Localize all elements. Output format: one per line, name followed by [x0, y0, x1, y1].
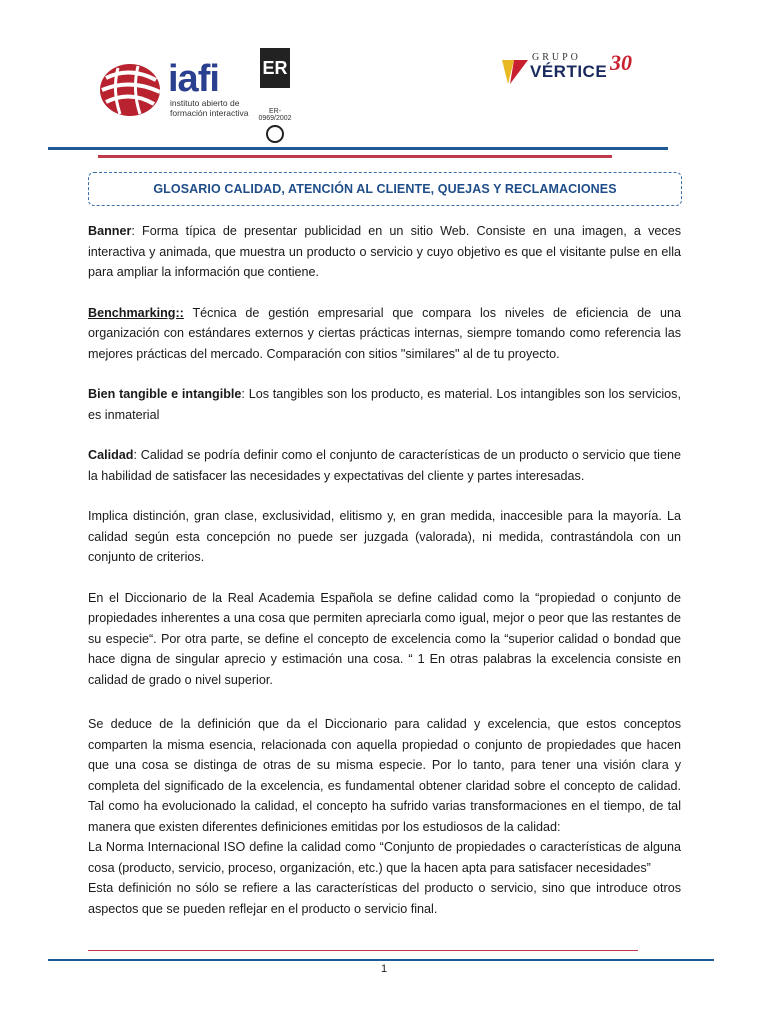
definition-benchmarking: Técnica de gestión empresarial que compara los niveles de eficiencia de una organización con estándares externos y ciertas prácticas internas, siempre tomando como referencia las mejores prácticas del mercado. Comparación con sitios "similares" al de tu proyecto.	[88, 305, 681, 361]
definition-banner: : Forma típica de presentar publicidad en un sitio Web. Consiste en una imagen, a veces interactiva y animada, que muestra un producto o servicio y cuyo objetivo es que el visitante pulse en ella para ampliar la información que contiene.	[88, 224, 681, 279]
document-body	[88, 221, 681, 919]
entry-banner	[88, 221, 681, 283]
term-bien-tangible: Bien tangible e intangible	[88, 387, 242, 401]
paragraph-norma-iso: La Norma Internacional ISO define la calidad como “Conjunto de propiedades o características de alguna cosa (producto, servicio, proceso, organización, etc.) que la hacen apta para satisfacer necesidades”	[88, 840, 681, 875]
page-number: 1	[380, 963, 388, 975]
definition-bien-tangible: : Los tangibles son los producto, es material. Los intangibles son los servicios, es inmaterial	[88, 387, 681, 422]
vertice-anniversary-text: 30	[610, 50, 632, 75]
header-blue-rule	[48, 147, 668, 150]
iafi-logo-subtitle: instituto abierto de formación interactiva	[170, 98, 249, 118]
er-code: ER-0969/2002	[258, 108, 292, 122]
term-calidad: Calidad	[88, 448, 134, 462]
er-mark: ER	[260, 48, 290, 88]
header-red-rule	[98, 155, 612, 158]
title-box	[88, 172, 682, 206]
document-title: GLOSARIO CALIDAD, ATENCIÓN AL CLIENTE, QUEJAS Y RECLAMACIONES	[153, 182, 617, 196]
iafi-logo	[96, 58, 256, 122]
entry-benchmarking	[88, 303, 681, 365]
paragraph-deduce: Se deduce de la definición que da el Diccionario para calidad y excelencia, que estos conceptos comparten la misma esencia, relacionada con aquella propiedad o conjunto de propiedades que hacen que una cosa se distinga de otras de su misma especie. Por lo tanto, para tener una visión clara y completa del significado de la excelencia, es fundamental obtener claridad sobre el concepto de calidad. Tal como ha evolucionado la calidad, el concepto ha sufrido varias transformaciones en el tiempo, de tal manera que existen diferentes definiciones emitidas por los estudiosos de la calidad:	[88, 717, 681, 834]
vertice-name-text: VÉRTICE	[530, 62, 608, 81]
term-benchmarking: Benchmarking::	[88, 305, 184, 320]
paragraph-diccionario: En el Diccionario de la Real Academia Española se define calidad como la “propiedad o conjunto de propiedades inherentes a una cosa que permiten apreciarla como igual, mejor o peor que las restantes de su especie“. Por otra parte, se define el concepto de excelencia como la “superior calidad o bondad que hace digna de singular aprecio y estimación una cosa. “ 1 En otras palabras la excelencia consiste en calidad de grado o nivel superior.	[88, 590, 681, 687]
entry-bien-tangible	[88, 384, 681, 425]
grupo-vertice-logo	[500, 52, 650, 92]
paragraph-definicion: Esta definición no sólo se refiere a las características del producto o servicio, sino que introduce otros aspectos que se pueden reflejar en el producto o servicio final.	[88, 881, 681, 916]
vertice-emblem-icon	[500, 58, 530, 88]
term-banner: Banner	[88, 224, 132, 238]
page-header	[0, 0, 768, 170]
iafi-globe-icon	[96, 58, 166, 122]
definition-calidad: : Calidad se podría definir como el conjunto de características de un producto o servicio que tiene la habilidad de satisfacer las necesidades y expectativas del cliente y partes interesadas.	[88, 448, 681, 483]
footer-red-rule	[88, 950, 638, 951]
footer-blue-rule	[48, 959, 714, 961]
certification-badge	[258, 48, 292, 130]
entry-calidad	[88, 445, 681, 486]
vertice-grupo-text: GRUPO	[532, 52, 581, 63]
paragraph-implica: Implica distinción, gran clase, exclusividad, elitismo y, en gran medida, inaccesible para la mayoría. La calidad según esta concepción no puede ser juzgada (valorada), ni medida, contrastándola con un conjunto de criterios.	[88, 509, 681, 564]
iqnet-seal-icon	[266, 125, 284, 143]
iafi-logo-name: iafi	[168, 58, 219, 100]
